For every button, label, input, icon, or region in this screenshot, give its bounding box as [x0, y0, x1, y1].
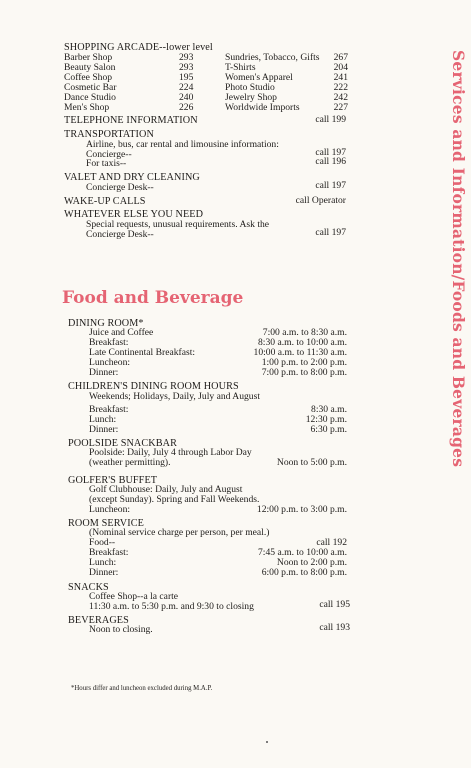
snacks-call: call 195	[319, 599, 350, 610]
transportation-heading: TRANSPORTATION	[64, 129, 154, 140]
menu-item-time: 6:30 p.m.	[310, 424, 347, 435]
taxis-label: For taxis--	[86, 158, 127, 169]
poolside-line1: Poolside: Daily, July 4 through Labor Day	[89, 447, 252, 458]
golfer-lunch-time: 12:00 p.m. to 3:00 p.m.	[256, 504, 347, 515]
whatever-call: call 197	[315, 227, 346, 238]
whatever-heading: WHATEVER ELSE YOU NEED	[64, 209, 204, 220]
shop-number: 241	[333, 72, 348, 83]
footnote: *Hours differ and luncheon excluded during M.A.P.	[71, 685, 213, 692]
poolside-time: Noon to 5:00 p.m.	[276, 457, 347, 468]
poolside-line2: (weather permitting).	[89, 457, 171, 468]
menu-item-time: 1:00 p.m. to 2:00 p.m.	[261, 357, 347, 368]
transportation-desc: Airline, bus, car rental and limousine information:	[86, 139, 279, 150]
shop-name: T-Shirts	[225, 62, 256, 73]
shop-number: 293	[179, 52, 194, 63]
room-service-food-label: Food--	[89, 537, 116, 548]
sidebar-title: Services and Information/Foods and Beverages	[449, 50, 468, 468]
shopping-arcade-heading: SHOPPING ARCADE--lower level	[64, 42, 213, 53]
menu-item-label: Dinner:	[89, 567, 119, 578]
telephone-heading: TELEPHONE INFORMATION	[64, 115, 198, 126]
shop-number: 242	[333, 92, 348, 103]
children-heading: CHILDREN'S DINING ROOM HOURS	[68, 381, 239, 392]
shop-name: Barber Shop	[64, 52, 113, 63]
menu-item-label: Dinner:	[89, 424, 119, 435]
golfer-lunch-label: Luncheon:	[89, 504, 131, 515]
shop-name: Sundries, Tobacco, Gifts	[225, 52, 320, 63]
snacks-heading: SNACKS	[68, 582, 109, 593]
shop-name: Women's Apparel	[225, 72, 293, 83]
concierge-label: Concierge--	[86, 149, 132, 160]
valet-sub: Concierge Desk--	[86, 182, 154, 193]
whatever-line1: Special requests, unusual requirements. Ask the	[86, 219, 270, 230]
menu-item-label: Breakfast:	[89, 404, 129, 415]
page-speck	[266, 741, 268, 743]
shop-name: Cosmetic Bar	[64, 82, 117, 93]
menu-item-label: Lunch:	[89, 557, 117, 568]
menu-item-time: 7:45 a.m. to 10:00 a.m.	[258, 547, 347, 558]
menu-item-label: Breakfast:	[89, 337, 129, 348]
menu-item-time: 7:00 a.m. to 8:30 a.m.	[262, 327, 347, 338]
beverages-heading: BEVERAGES	[68, 615, 129, 626]
golfer-heading: GOLFER'S BUFFET	[68, 475, 158, 486]
menu-item-label: Luncheon:	[89, 357, 131, 368]
shop-number: 293	[179, 62, 194, 73]
shop-name: Beauty Salon	[64, 62, 116, 73]
beverages-sub: Noon to closing.	[89, 624, 153, 635]
shop-number: 227	[333, 102, 348, 113]
valet-call: call 197	[315, 180, 346, 191]
whatever-line2: Concierge Desk--	[86, 229, 154, 240]
shop-name: Men's Shop	[64, 102, 110, 113]
golfer-line2: (except Sunday). Spring and Fall Weekends.	[89, 494, 260, 505]
shop-name: Coffee Shop	[64, 72, 113, 83]
children-sub: Weekends; Holidays, Daily, July and August	[89, 391, 261, 402]
menu-item-label: Lunch:	[89, 414, 117, 425]
shop-number: 226	[179, 102, 194, 113]
poolside-heading: POOLSIDE SNACKBAR	[68, 438, 177, 449]
snacks-line1: Coffee Shop--a la carte	[89, 591, 179, 602]
menu-item-label: Late Continental Breakfast:	[89, 347, 196, 358]
room-service-sub: (Nominal service charge per person, per meal.)	[89, 527, 270, 538]
telephone-call: call 199	[315, 114, 346, 125]
wakeup-heading: WAKE-UP CALLS	[64, 196, 146, 207]
snacks-line2: 11:30 a.m. to 5:30 p.m. and 9:30 to closing	[89, 601, 254, 612]
wakeup-call: call Operator	[295, 195, 346, 206]
shop-name: Worldwide Imports	[225, 102, 300, 113]
menu-item-time: 8:30 a.m. to 10:00 a.m.	[258, 337, 347, 348]
menu-item-label: Juice and Coffee	[89, 327, 154, 338]
menu-item-time: 8:30 a.m.	[311, 404, 347, 415]
menu-item-time: 7:00 p.m. to 8:00 p.m.	[261, 367, 347, 378]
room-service-call: call 192	[316, 537, 347, 548]
concierge-call: call 197	[315, 147, 346, 158]
shop-name: Photo Studio	[225, 82, 275, 93]
beverages-call: call 193	[319, 622, 350, 633]
menu-item-time: 6:00 p.m. to 8:00 p.m.	[261, 567, 347, 578]
shop-number: 204	[333, 62, 348, 73]
menu-item-time: 12:30 p.m.	[305, 414, 347, 425]
shop-name: Dance Studio	[64, 92, 116, 103]
menu-item-time: Noon to 2:00 p.m.	[276, 557, 347, 568]
food-beverage-title: Food and Beverage	[62, 288, 244, 308]
shop-number: 267	[333, 52, 348, 63]
shop-number: 224	[179, 82, 194, 93]
shop-name: Jewelry Shop	[225, 92, 277, 103]
menu-item-label: Breakfast:	[89, 547, 129, 558]
shop-number: 222	[333, 82, 348, 93]
dining-room-heading: DINING ROOM*	[68, 318, 144, 329]
shop-number: 240	[179, 92, 194, 103]
taxis-call: call 196	[315, 156, 346, 167]
room-service-heading: ROOM SERVICE	[68, 518, 144, 529]
golfer-line1: Golf Clubhouse: Daily, July and August	[89, 484, 243, 495]
shop-number: 195	[179, 72, 194, 83]
valet-heading: VALET AND DRY CLEANING	[64, 172, 200, 183]
menu-item-time: 10:00 a.m. to 11:30 a.m.	[253, 347, 347, 358]
menu-item-label: Dinner:	[89, 367, 119, 378]
